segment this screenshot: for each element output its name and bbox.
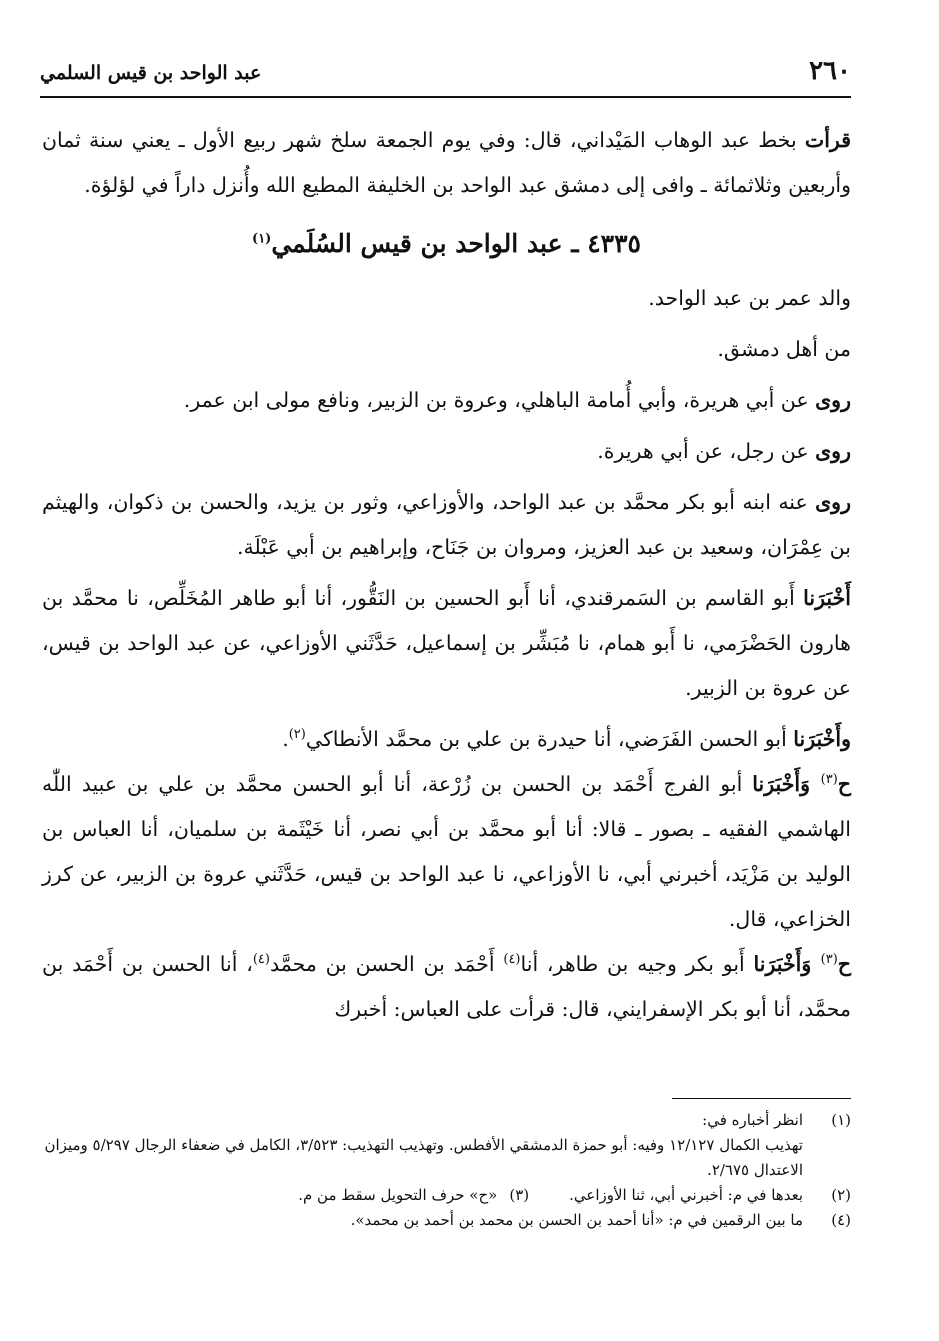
footnote-text: ما بين الرقمين في م: «أنا أحمد بن الحسن بن محمد بن أحمد بن محمد». bbox=[350, 1211, 803, 1229]
line-father bbox=[42, 276, 851, 321]
footnote-ref: (٣) bbox=[820, 772, 838, 788]
lead-word: وَأَخْبَرَنا bbox=[753, 952, 821, 976]
footnote-text: «ح» حرف التحويل سقط من م. bbox=[298, 1186, 498, 1204]
footnote-ref: (٤) bbox=[252, 952, 270, 968]
footnote-text: تهذيب الكمال ١٢/١٢٧ وفيه: أبو حمزة الدمشقي الأفطس. وتهذيب التهذيب: ٣/٥٢٣، الكامل في ضعفاء الرجال ٥/٢٩٧ وميزان الاعتدال ٢/٦٧٥. bbox=[44, 1136, 803, 1179]
lead-word: روى bbox=[815, 388, 851, 412]
paragraph-narrated-3 bbox=[42, 480, 851, 570]
paragraph-text: عن أبي هريرة، وأبي أُمامة الباهلي، وعروة بن الزبير، ونافع مولى ابن عمر. bbox=[183, 388, 816, 412]
footnote-ref: (١) bbox=[252, 231, 272, 247]
main-text bbox=[42, 118, 851, 1032]
footnote-rule bbox=[672, 1098, 851, 1099]
footnotes-2-3 bbox=[42, 1183, 851, 1208]
paragraph-chain-1 bbox=[42, 576, 851, 711]
paragraph-narrated-2 bbox=[42, 429, 851, 474]
entry-title-text: ٤٣٣٥ ـ عبد الواحد بن قيس السُلَمي bbox=[271, 229, 641, 258]
footnote-number: (٢) bbox=[831, 1186, 851, 1204]
lead-word: وأَخْبَرَنا bbox=[793, 727, 851, 751]
paragraph-text: أبو الفرج أَحْمَد بن الحسن بن زُرْعة، أنا أبو الحسن محمَّد بن علي بن عبيد اللّٰه الهاشمي الفقيه ـ بصور ـ قالا: أنا أبو محمَّد بن أبي نصر، أنا خَيْثَمة بن سلميان، أنا العباس بن الوليد بن مَزْيَد، أخبرني أبي، نا الأوزاعي، نا عبد الواحد بن قيس، حَدَّثَني عروة بن الزبير، عن كرز الخزاعي، قال. bbox=[42, 772, 851, 931]
paragraph-text: عنه ابنه أبو بكر محمَّد بن عبد الواحد، والأوزاعي، وثور بن يزيد، والحسن بن ذكوان، والهيثم بن عِمْرَان، وسعيد بن عبد العزيز، ومروان بن جَنَاح، وإبراهيم بن أبي عَبْلَة. bbox=[42, 490, 851, 559]
lead-word: روى bbox=[815, 490, 851, 514]
paragraph-text: أَحْمَد بن الحسن بن محمَّد bbox=[269, 952, 504, 976]
lead-word: أَخْبَرَنا bbox=[803, 586, 851, 610]
paragraph-text: أبو الحسن الفَرَضي، أنا حيدرة بن علي بن محمَّد الأنطاكي bbox=[305, 727, 794, 751]
footnote-number: (٤) bbox=[831, 1211, 851, 1229]
paragraph-chain-3 bbox=[42, 762, 851, 942]
footnote-ref: (٤) bbox=[503, 952, 521, 968]
paragraph-chain-4 bbox=[42, 942, 851, 1032]
paragraph-text: والد عمر بن عبد الواحد. bbox=[648, 286, 851, 310]
lead-word: روى bbox=[815, 439, 851, 463]
transfer-mark: ح bbox=[837, 952, 852, 976]
running-title: عبد الواحد بن قيس السلمي bbox=[40, 62, 262, 84]
paragraph-chain-2 bbox=[42, 717, 851, 762]
page-number: ٢٦٠ bbox=[809, 56, 851, 86]
paragraph-text: من أهل دمشق. bbox=[717, 337, 851, 361]
paragraph-text: أَبو القاسم بن السَمرقندي، أنا أَبو الحسين بن النَقُّور، أنا أبو طاهر المُخَلِّص، نا محمَّد بن هارون الحَضْرَمي، نا أَبو همام، نا مُبَشِّر بن إسماعيل، حَدَّثَني الأوزاعي، عن عبد الواحد بن قيس، عن عروة بن الزبير. bbox=[42, 586, 851, 700]
paragraph-text: بخط عبد الوهاب المَيْداني، قال: وفي يوم الجمعة سلخ شهر ربيع الأول ـ يعني سنة ثمان وأربعين وثلاثمائة ـ وافى إلى دمشق عبد الواحد بن الخليفة المطيع الله وأُنزل داراً في لؤلؤة. bbox=[42, 128, 851, 197]
footnotes bbox=[42, 1108, 851, 1233]
footnote-text: انظر أخباره في: bbox=[702, 1111, 803, 1129]
entry-title bbox=[42, 220, 851, 268]
footnote-ref: (٣) bbox=[820, 952, 838, 968]
header-rule bbox=[40, 96, 851, 98]
footnote-number: (٣) bbox=[509, 1186, 530, 1204]
lead-word: وَأَخْبَرَنا bbox=[752, 772, 821, 796]
lead-word: قرأت bbox=[804, 128, 851, 152]
paragraph-reading bbox=[42, 118, 851, 208]
footnote-ref: (٢) bbox=[288, 727, 306, 743]
footnote-1-continued bbox=[42, 1133, 851, 1183]
paragraph-text: عن رجل، عن أبي هريرة. bbox=[597, 439, 816, 463]
footnote-text: بعدها في م: أخبرني أبي، ثنا الأوزاعي. bbox=[569, 1186, 803, 1204]
paragraph-narrated-1 bbox=[42, 378, 851, 423]
paragraph-text: . bbox=[282, 727, 289, 751]
transfer-mark: ح bbox=[837, 772, 851, 796]
line-origin bbox=[42, 327, 851, 372]
footnote-number: (١) bbox=[831, 1111, 851, 1129]
page-header bbox=[40, 56, 851, 96]
paragraph-text: أَبو بكر وجيه بن طاهر، أنا bbox=[520, 952, 754, 976]
paragraph-text: ، أنا الحسن بن أَحْمَد بن محمَّد، أنا أبو بكر الإسفرايني، قال: قرأت على العباس: أخبرك bbox=[42, 952, 851, 1021]
footnote-1 bbox=[42, 1108, 851, 1133]
footnote-4 bbox=[42, 1208, 851, 1233]
